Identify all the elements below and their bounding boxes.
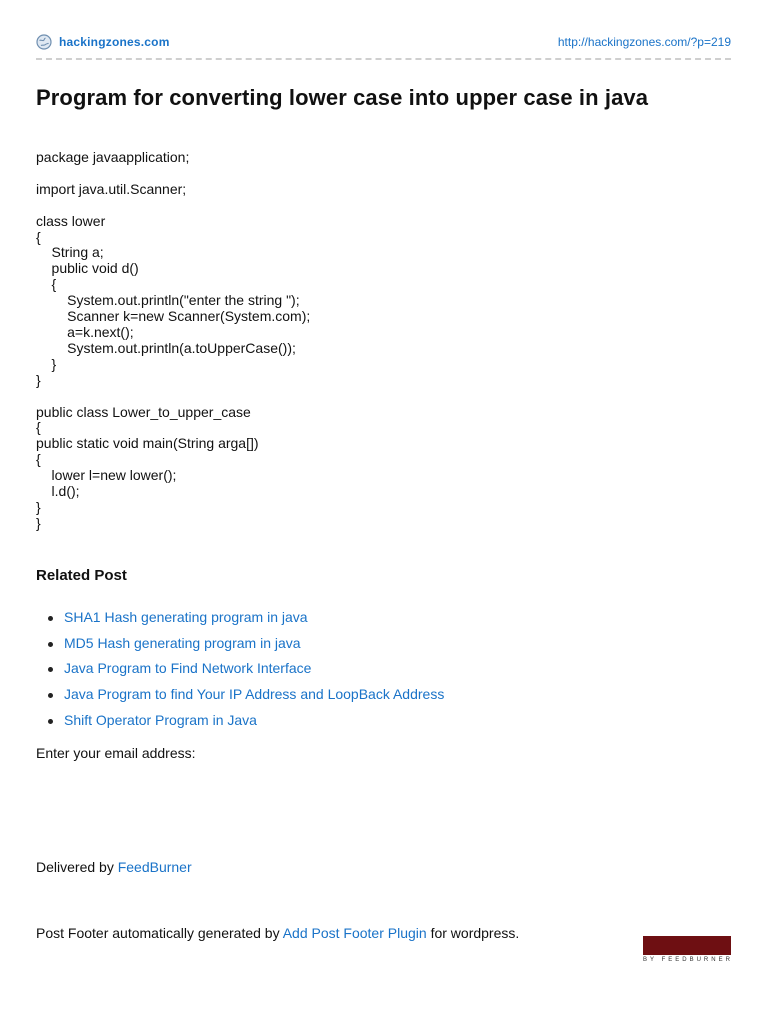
email-address-label: Enter your email address: — [36, 745, 196, 761]
related-link-network-interface[interactable]: Java Program to Find Network Interface — [64, 660, 312, 677]
code-block: package javaapplication; import java.util.Scanner; class lower { String a; public void d() { System.out.println("enter the string "); Scanner k=new Scanner(System.com); a=k.next(); System.out.println(a.toUpperCase()); } } public class Lower_to_upper_case { public static void main(String arga[]) { lower l=new lower(); l.d(); } } — [36, 149, 311, 531]
related-link-md5[interactable]: MD5 Hash generating program in java — [64, 634, 301, 651]
related-link-sha1[interactable]: SHA1 Hash generating program in java — [64, 609, 308, 625]
list-item — [36, 712, 444, 738]
delivered-by-line — [36, 859, 192, 875]
list-item — [36, 635, 444, 661]
feedburner-badge-text: BY FEEDBURNER — [643, 957, 733, 963]
footer-suffix-text: for wordpress. — [426, 925, 520, 941]
add-post-footer-plugin-link[interactable]: Add Post Footer Plugin — [282, 925, 427, 941]
page-header — [36, 34, 731, 54]
page-url-link[interactable]: http://hackingzones.com/?p=219 — [557, 35, 731, 49]
related-link-ip-address[interactable]: Java Program to find Your IP Address and LoopBack Address — [64, 686, 445, 703]
site-name: hackingzones.com — [59, 35, 170, 49]
related-link-shift-operator[interactable]: Shift Operator Program in Java — [64, 711, 257, 728]
post-title: Program for converting lower case into upper case in java — [36, 85, 649, 110]
header-divider — [36, 58, 731, 60]
delivered-by-text: Delivered by — [36, 859, 118, 875]
feedburner-link[interactable]: FeedBurner — [117, 859, 192, 875]
list-item — [36, 660, 444, 686]
feedburner-badge-box — [643, 936, 731, 955]
related-post-heading: Related Post — [36, 567, 127, 584]
list-item — [36, 686, 444, 712]
footer-prefix-text: Post Footer automatically generated by — [36, 925, 283, 941]
site-link[interactable] — [36, 34, 170, 50]
related-post-list — [36, 609, 444, 737]
feedburner-badge[interactable] — [643, 936, 731, 963]
list-item — [36, 609, 444, 635]
globe-icon — [36, 34, 52, 50]
post-footer-note — [36, 925, 519, 941]
